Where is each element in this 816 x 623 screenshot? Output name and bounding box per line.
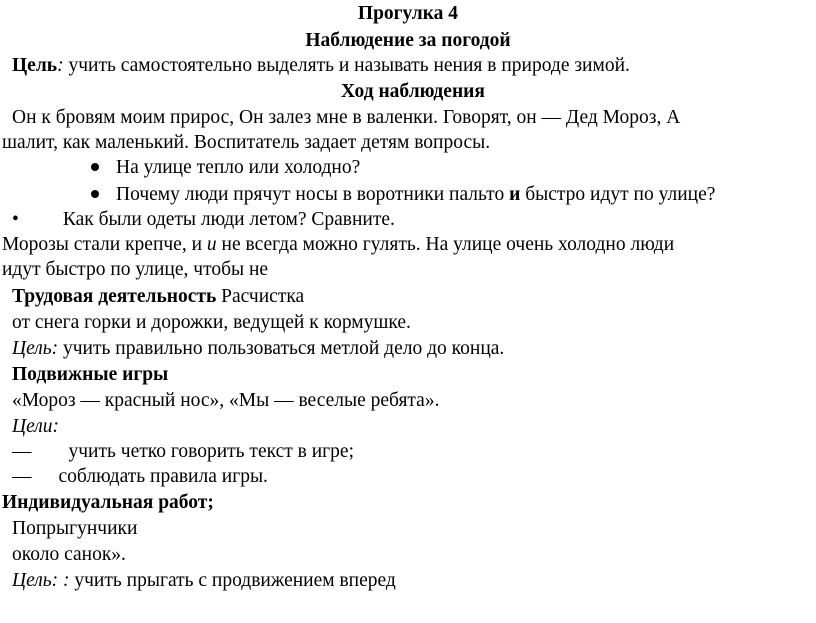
individual-heading: Индивидуальная работ;: [2, 492, 214, 513]
work-heading: Трудовая деятельность Расчистка: [12, 286, 305, 307]
work-line-2: от снега горки и дорожки, ведущей к кормушке.: [12, 312, 411, 333]
bullet-icon: [91, 163, 99, 171]
frost-line-2: идут быстро по улице, чтобы не: [2, 259, 269, 280]
individual-line-1: Попрыгунчики: [12, 518, 138, 539]
question-1: На улице тепло или холодно?: [91, 156, 360, 180]
individual-goal: Цель: : учить прыгать с продвижением вперед: [12, 570, 396, 591]
bullet-glyph: •: [12, 209, 19, 230]
question-2: Почему люди прячут носы в воротники пальто и быстро идут по улице?: [91, 183, 715, 207]
work-goal: Цель: учить правильно пользоваться метлой дело до конца.: [12, 338, 505, 359]
games-goal-2: — соблюдать правила игры.: [12, 466, 268, 487]
page-subtitle: Наблюдение за погодой: [305, 30, 511, 51]
bullet-icon: [91, 190, 99, 198]
poem-line-2: шалит, как маленький. Воспитатель задает детям вопросы.: [2, 132, 491, 153]
course-heading: Ход наблюдения: [341, 81, 485, 102]
goal-line: Цель: учить самостоятельно выделять и называть нения в природе зимой.: [12, 55, 630, 76]
games-heading: Подвижные игры: [12, 364, 169, 385]
question-3: • Как были одеты люди летом? Сравните.: [12, 209, 395, 230]
page-title: Прогулка 4: [357, 3, 459, 24]
frost-line-1: Морозы стали крепче, и и не всегда можно гулять. На улице очень холодно люди: [2, 234, 675, 255]
games-goals-label: Цели:: [12, 416, 59, 437]
poem-line-1: Он к бровям моим прирос, Он залез мне в валенки. Говорят, он — Дед Мороз, А: [12, 107, 681, 128]
goal-label: Цель: [12, 55, 58, 76]
games-list: «Мороз — красный нос», «Мы — веселые ребята».: [12, 390, 440, 411]
games-goal-1: — учить четко говорить текст в игре;: [12, 441, 354, 462]
individual-line-2: около санок».: [12, 544, 126, 565]
